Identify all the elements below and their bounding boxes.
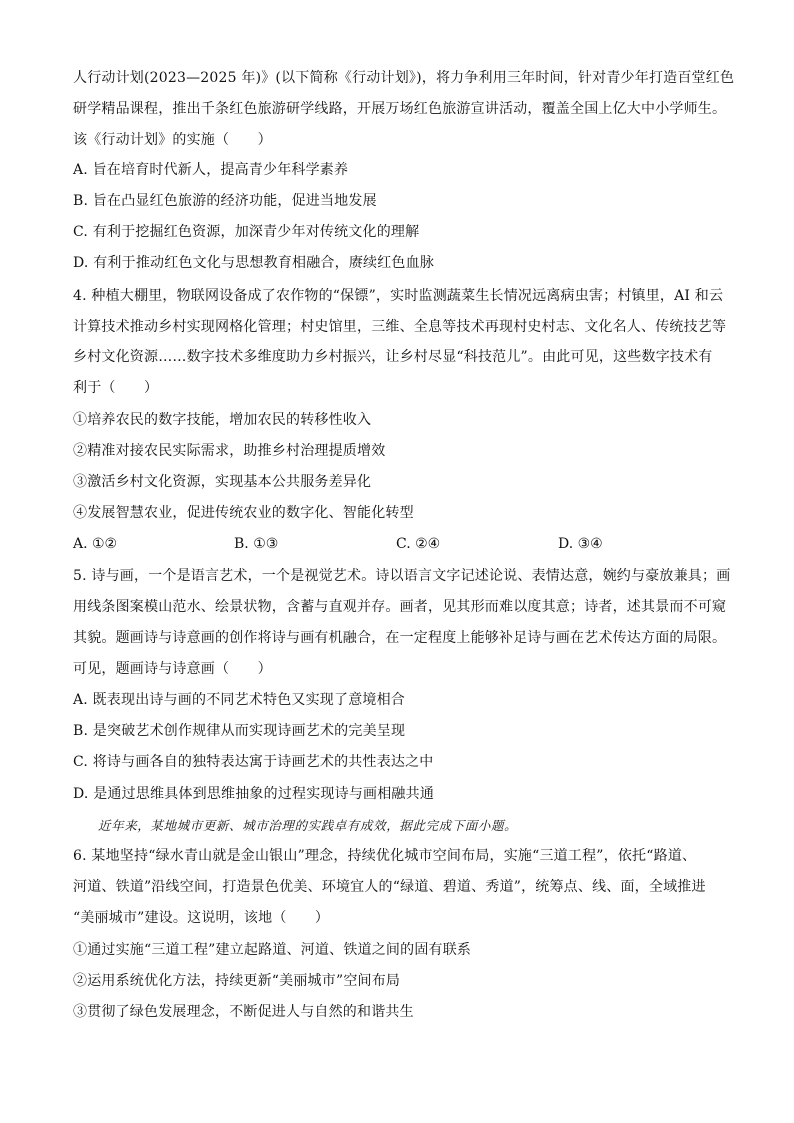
q5-stem-line-1: 5. 诗与画，一个是语言艺术，一个是视觉艺术。诗以语言文字记述论说、表情达意，婉约与豪放兼具；画 (73, 568, 731, 584)
q4-stem-line-1: 4. 种植大棚里，物联网设备成了农作物的“保镖”，实时监测蔬菜生长情况远离病虫害；村镇里，AI 和云 (73, 288, 724, 304)
q4-choices (73, 534, 733, 554)
q4-choice-a: A. ①② (73, 536, 118, 552)
q5-stem-line-3: 其貌。题画诗与诗意画的创作将诗与画有机融合，在一定程度上能够补足诗与画在艺术传达方面的局限。 (73, 630, 727, 646)
q3-option-b: B. 旨在凸显红色旅游的经济功能，促进当地发展 (73, 193, 377, 209)
group-intro: 近年来，某地城市更新、城市治理的实践卓有成效，据此完成下面小题。 (98, 818, 518, 833)
q6-item-2: ②运用系统优化方法，持续更新“美丽城市”空间布局 (73, 973, 401, 989)
q4-stem-line-2: 计算技术推动乡村实现网格化管理；村史馆里，三维、全息等技术再现村史村志、文化名人、传统技艺等 (73, 319, 727, 335)
q5-stem-line-4: 可见，题画诗与诗意画（ ） (73, 661, 272, 677)
q5-option-c: C. 将诗与画各自的独特表达寓于诗画艺术的共性表达之中 (73, 754, 434, 770)
q4-item-4: ④发展智慧农业，促进传统农业的数字化、智能化转型 (73, 505, 414, 521)
q5-option-a: A. 既表现出诗与画的不同艺术特色又实现了意境相合 (73, 692, 406, 708)
q5-option-b: B. 是突破艺术创作规律从而实现诗画艺术的完美呈现 (73, 723, 406, 739)
q3-stem-line-3: 该《行动计划》的实施（ ） (73, 132, 272, 148)
q6-item-1: ①通过实施“三道工程”建立起路道、河道、铁道之间的固有联系 (73, 942, 472, 958)
q6-stem-line-3: “美丽城市”建设。这说明，该地（ ） (73, 910, 330, 926)
q3-stem-line-1: 人行动计划(2023—2025 年)》(以下简称《行动计划》)，将力争利用三年时间，针对青少年打造百堂红色 (73, 70, 735, 86)
q4-item-2: ②精准对接农民实际需求，助推乡村治理提质增效 (73, 443, 386, 459)
q3-option-d: D. 有利于推动红色文化与思想教育相融合，赓续红色血脉 (73, 255, 435, 271)
q4-item-3: ③激活乡村文化资源，实现基本公共服务差异化 (73, 474, 372, 490)
q5-stem-line-2: 用线条图案模山范水、绘景状物，含蓄与直观并存。画者，见其形而难以度其意；诗者，述其景而不可窥 (73, 599, 727, 615)
q6-item-3: ③贯彻了绿色发展理念，不断促进人与自然的和谐共生 (73, 1004, 414, 1020)
q4-choice-d: D. ③④ (558, 536, 603, 552)
q6-stem-line-1: 6. 某地坚持“绿水青山就是金山银山”理念，持续优化城市空间布局，实施“三道工程”，依托“路道、 (73, 848, 697, 864)
q3-option-a: A. 旨在培育时代新人，提高青少年科学素养 (73, 162, 349, 178)
q4-choice-b: B. ①③ (234, 536, 279, 552)
q4-stem-line-4: 利于（ ） (73, 380, 159, 396)
q4-choice-c: C. ②④ (396, 536, 441, 552)
q4-stem-line-3: 乡村文化资源……数字技术多维度助力乡村振兴，让乡村尽显“科技范儿”。由此可见，这些数字技术有 (73, 349, 713, 365)
q4-item-1: ①培养农民的数字技能，增加农民的转移性收入 (73, 412, 372, 428)
q6-stem-line-2: 河道、铁道”沿线空间，打造景色优美、环境宜人的“绿道、碧道、秀道”，统筹点、线、面，全域推进 (73, 879, 706, 895)
q3-stem-line-2: 研学精品课程，推出千条红色旅游研学线路，开展万场红色旅游宣讲活动，覆盖全国上亿大中小学师生。 (73, 101, 727, 117)
q5-option-d: D. 是通过思维具体到思维抽象的过程实现诗与画相融共通 (73, 786, 435, 802)
q3-option-c: C. 有利于挖掘红色资源，加深青少年对传统文化的理解 (73, 224, 420, 240)
